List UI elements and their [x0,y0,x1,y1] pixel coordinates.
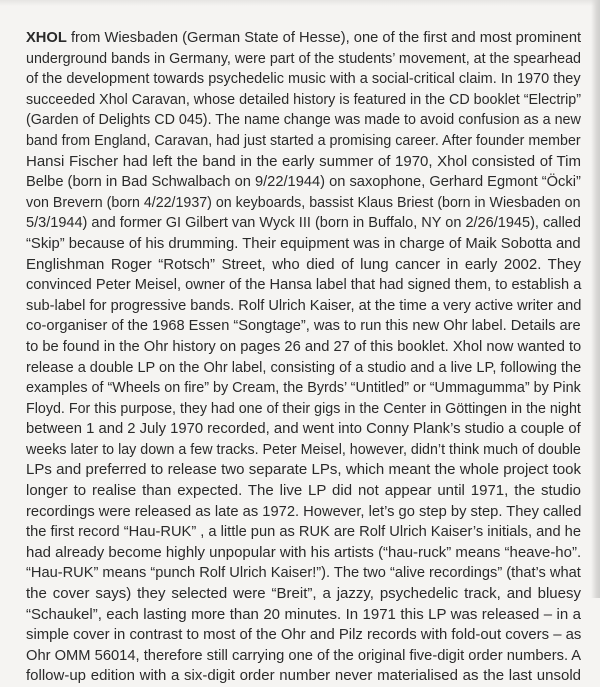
article-line: the cover says) they selected were “Breit”, a jazzy, psychedelic track, and bluesy [26,585,581,603]
article-line: sub-label for progressive bands. Rolf Ulrich Kaiser, at the time a very active writer and [26,296,582,314]
article-line: simple cover in contrast to most of the Ohr and Pilz records with fold-out covers – as [26,626,582,644]
article-line: Belbe (born in Bad Schwalbach on 9/22/1944) on saxophone, Gerhard Egmont “Öcki” [26,173,581,191]
article-line: convinced Peter Meisel, owner of the Hansa label that had signed them, to establish a [26,276,582,294]
article-line: the first record “Hau-RUK” , a little pun as RUK are Rolf Ulrich Kaiser’s initials, and he [26,523,581,541]
article-lines [26,49,581,687]
article-line: von Brevern (born 4/22/1937) on keyboards, bassist Klaus Briest (born in Wiesbaden on [26,193,581,211]
article-line: to be found in the Ohr history on pages 26 and 27 of this booklet. Xhol now wanted to [26,337,582,355]
article-line: examples of “Wheels on fire” by Cream, the Byrds’ “Untitled” or “Ummagumma” by Pink [26,379,581,397]
article-line: LPs and preferred to release two separate LPs, which meant the whole project took [26,461,581,479]
article-line: band from England, Caravan, had just started a promising career. After founder member [26,131,581,149]
article-body [26,28,581,687]
article-line: longer to realise than expected. The live LP did not appear until 1971, the studio [26,482,581,500]
first-line-text: from Wiesbaden (German State of Hesse), one of the first and most prominent [66,29,582,46]
article-line: between 1 and 2 July 1970 recorded, and went into Conny Plank’s studio a couple of [26,420,581,438]
article-line: (Garden of Delights CD 045). The name change was made to avoid confusion as a new [26,111,581,129]
article-line: of the development towards psychedelic music with a social-critical claim. In 1970 they [26,70,581,88]
article-line: weeks later to lay down a few tracks. Peter Meisel, however, didn’t think much of double [26,440,581,458]
article-line: “Skip” because of his drumming. Their equipment was in charge of Maik Sobotta and [26,234,581,252]
article-line: “Hau-RUK” means “punch Rolf Ulrich Kaiser!”). The two “alive recordings” (that’s what [26,564,581,582]
article-line: Ohr OMM 56014, therefore still carrying one of the original five-digit order numbers. A [26,646,582,664]
article-line: Floyd. For this purpose, they had one of their gigs in the Center in Göttingen in the night [26,399,581,417]
band-name-lead: XHOL [26,29,67,46]
article-line: succeeded Xhol Caravan, whose detailed history is featured in the CD booklet “Electrip” [26,90,581,108]
article-line: “Schaukel”, each lasting more than 20 minutes. In 1971 this LP was released – in a [26,605,581,623]
article-line: recordings were released as late as 1972. However, let’s go step by step. They called [26,502,582,520]
article-line: Hansi Fischer had left the band in the early summer of 1970, Xhol consisted of Tim [26,152,581,170]
article-line: underground bands in Germany, were part of the students’ movement, at the spearhead [26,49,582,67]
article-line [26,28,582,49]
article-line: Englishman Roger “Rotsch” Street, who died of lung cancer in early 2002. They [26,255,581,273]
page-edge-shadow [591,0,600,598]
article-line: co-organiser of the 1968 Essen “Songtage”, was to run this new Ohr label. Details are [26,317,581,335]
page-top-shading [0,0,600,6]
article-line: had already become highly unpopular with his artists (“hau-ruck” means “heave-ho”. [26,543,582,561]
article-line: release a double LP on the Ohr label, consisting of a studio and a live LP, following the [26,358,582,376]
article-line: follow-up edition with a six-digit order number never materialised as the last unsold [26,667,581,685]
article-line: 5/3/1944) and former GI Gilbert van Wyck III (born in Buffalo, NY on 2/26/1945), called [26,214,581,232]
